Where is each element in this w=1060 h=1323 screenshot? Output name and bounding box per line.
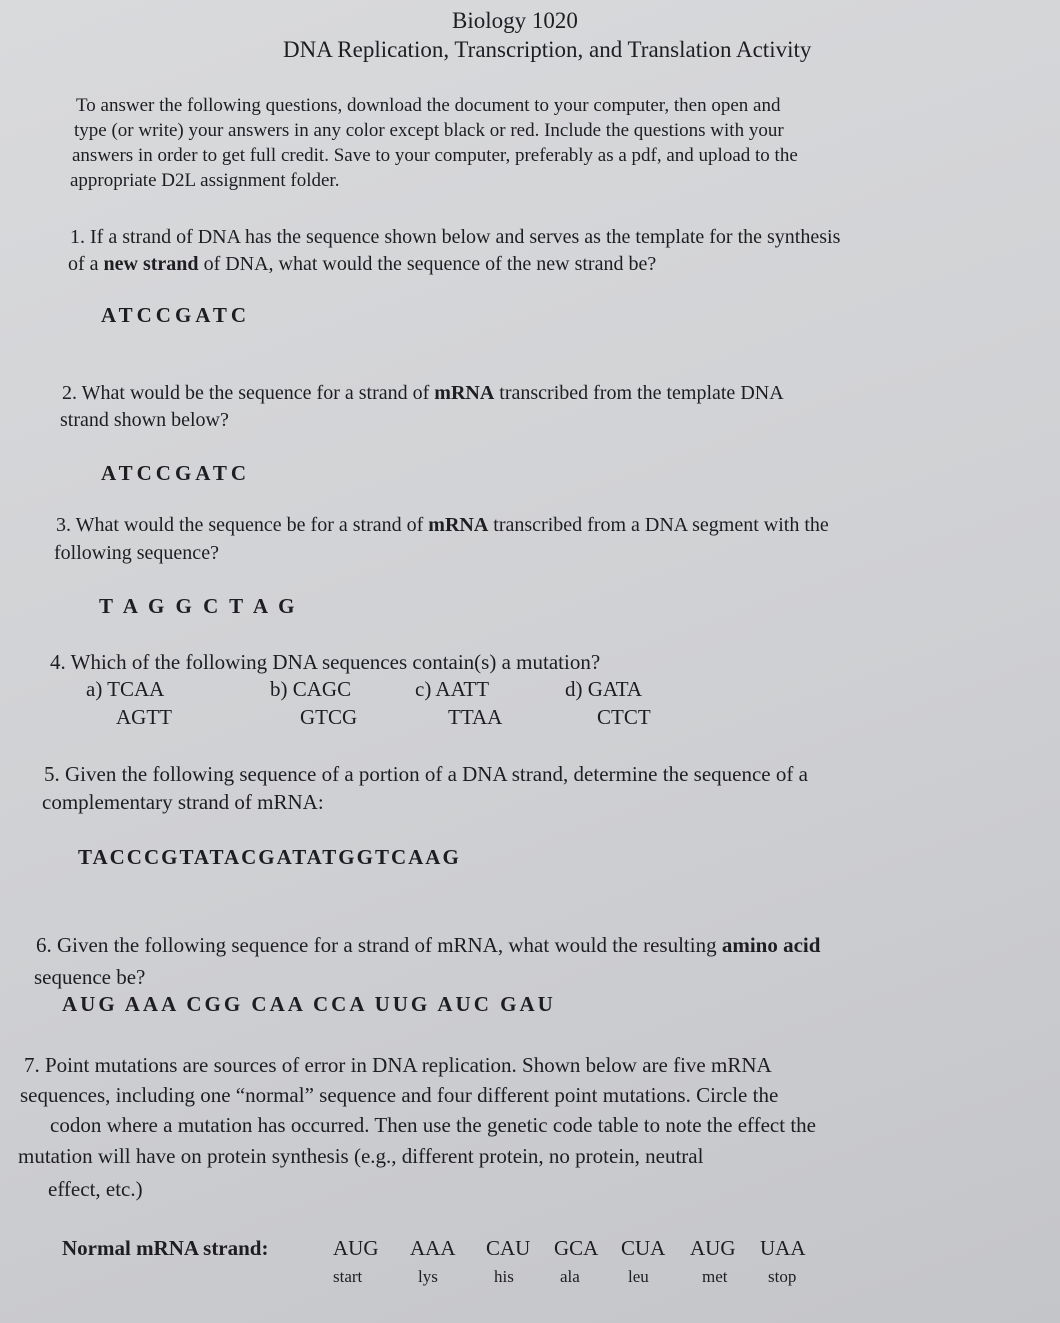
question-7-line-2: sequences, including one “normal” sequence and four different point mutations. Circle the (20, 1083, 779, 1107)
option-a-bottom: AGTT (116, 705, 172, 729)
amino-acid-4: ala (560, 1267, 580, 1286)
q3-text-b: transcribed from a DNA segment with the (488, 514, 829, 536)
instructions-line-2: type (or write) your answers in any color except black or red. Include the questions with your (74, 120, 784, 141)
question-7-line-4: mutation will have on protein synthesis (e.g., different protein, no protein, neutral (18, 1144, 704, 1168)
course-title: Biology 1020 (452, 8, 578, 33)
question-6-line-2: sequence be? (34, 965, 146, 989)
question-3-sequence: T A G G C T A G (99, 594, 298, 618)
option-b: b) CAGC (270, 677, 352, 701)
q6-text-bold: amino acid (721, 933, 821, 957)
amino-acid-5: leu (628, 1267, 649, 1286)
question-2-sequence: ATCCGATC (101, 461, 251, 485)
q6-text-a: 6. Given the following sequence for a strand of mRNA, what would the resulting (36, 933, 722, 957)
question-2-line-2: strand shown below? (60, 409, 229, 431)
instructions-line-3: answers in order to get full credit. Save to your computer, preferably as a pdf, and upload to the (72, 145, 798, 166)
question-3-line-1 (56, 512, 829, 539)
question-7-line-5: effect, etc.) (48, 1177, 143, 1201)
question-3-line-2: following sequence? (54, 542, 219, 564)
option-d-bottom: CTCT (597, 705, 651, 729)
option-c: c) AATT (415, 677, 490, 701)
instructions-line-1: To answer the following questions, download the document to your computer, then open and (76, 95, 781, 116)
q3-text-a: 3. What would the sequence be for a strand of (56, 514, 429, 536)
option-b-bottom: GTCG (300, 705, 358, 729)
codon-1: AUG (333, 1236, 379, 1260)
question-1-sequence: ATCCGATC (101, 303, 251, 327)
q2-text-b: transcribed from the template DNA (494, 382, 784, 404)
codon-6: AUG (690, 1236, 736, 1260)
question-2-line-1 (62, 380, 784, 407)
question-6-sequence: AUG AAA CGG CAA CCA UUG AUC GAU (62, 992, 556, 1016)
amino-acid-1: start (333, 1267, 363, 1286)
page-title: DNA Replication, Transcription, and Translation Activity (283, 37, 812, 62)
option-c-bottom: TTAA (448, 705, 503, 729)
amino-acid-3: his (494, 1267, 514, 1286)
codon-7: UAA (760, 1236, 806, 1260)
question-4-line-1: 4. Which of the following DNA sequences contain(s) a mutation? (50, 650, 601, 674)
amino-acid-7: stop (768, 1267, 797, 1286)
question-5-line-1: 5. Given the following sequence of a portion of a DNA strand, determine the sequence of a (44, 762, 808, 786)
codon-3: CAU (486, 1236, 531, 1260)
question-1-line-1: 1. If a strand of DNA has the sequence shown below and serves as the template for the synthesis (70, 226, 841, 248)
amino-acid-6: met (702, 1267, 728, 1286)
option-a: a) TCAA (86, 677, 165, 701)
normal-mrna-label: Normal mRNA strand: (62, 1236, 269, 1260)
instructions-line-4: appropriate D2L assignment folder. (70, 170, 340, 191)
question-5-sequence: TACCCGTATACGATATGGTCAAG (78, 845, 461, 869)
question-7-line-3: codon where a mutation has occurred. Then use the genetic code table to note the effect the (50, 1113, 816, 1137)
q3-text-bold: mRNA (428, 514, 489, 536)
question-6-line-1 (36, 933, 820, 958)
question-7-line-1: 7. Point mutations are sources of error in DNA replication. Shown below are five mRNA (24, 1053, 772, 1077)
q2-text-a: 2. What would be the sequence for a strand of (62, 382, 435, 404)
q1-text-bold: new strand (103, 253, 199, 275)
codon-2: AAA (410, 1236, 456, 1260)
codon-5: CUA (621, 1236, 666, 1260)
question-5-line-2: complementary strand of mRNA: (42, 790, 324, 814)
codon-4: GCA (554, 1236, 599, 1260)
q1-text-a: of a (68, 253, 104, 275)
q2-text-bold: mRNA (434, 382, 495, 404)
amino-acid-2: lys (418, 1267, 438, 1286)
option-d: d) GATA (565, 677, 643, 701)
q1-text-b: of DNA, what would the sequence of the new strand be? (198, 253, 657, 275)
question-1-line-2 (68, 251, 656, 278)
